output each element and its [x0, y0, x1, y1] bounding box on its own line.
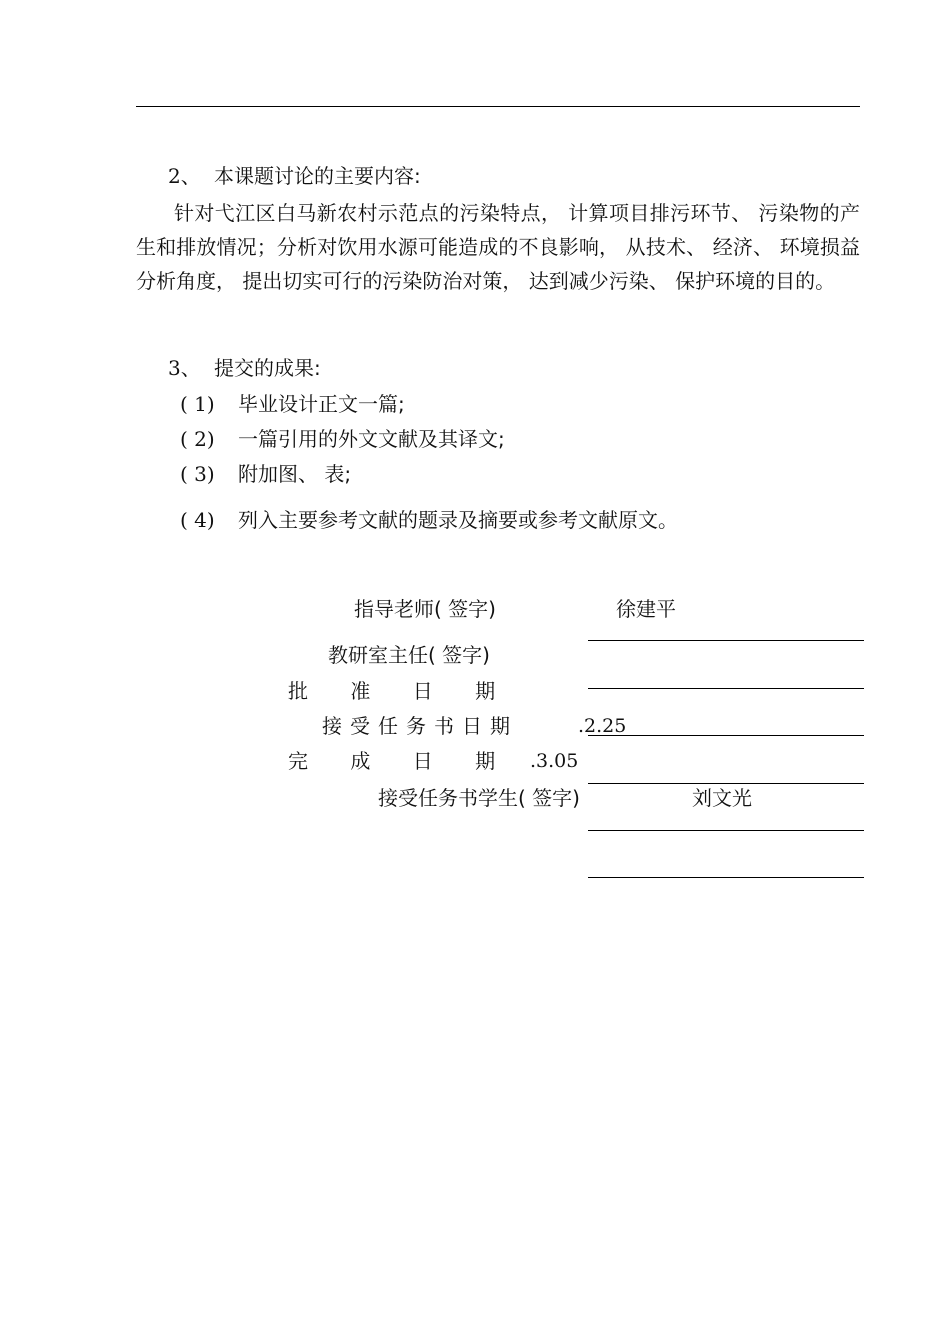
list-item-text: 列入主要参考文献的题录及摘要或参考文献原文。 — [238, 508, 678, 532]
extra-signature-line — [588, 877, 864, 878]
student-signature-line — [588, 830, 864, 831]
receive-date-value: .2.25 — [578, 715, 627, 737]
section-2-paragraph: 针对弋江区白马新农村示范点的污染特点， 计算项目排污环节、 污染物的产生和排放情况；分析对饮用水源可能造成的不良影响， 从技术、 经济、 环境损益分析角度， 提出切实可行的污染防治对策， 达到减少污染、 保护环境的目的。 — [136, 201, 860, 293]
section-3-title: 提交的成果: — [214, 356, 321, 380]
list-item-index: ( 2) — [180, 427, 215, 451]
advisor-name: 徐建平 — [616, 597, 676, 621]
complete-date-label: 完 成 日 期 — [288, 749, 514, 773]
receive-date-line — [588, 735, 864, 736]
list-item-text: 毕业设计正文一篇; — [238, 392, 405, 416]
list-item — [180, 390, 405, 418]
approval-date-label: 批 准 日 期 — [288, 679, 514, 703]
advisor-label: 指导老师( 签字) — [354, 597, 496, 621]
list-item-index: ( 3) — [180, 462, 215, 486]
director-label: 教研室主任( 签字) — [328, 643, 490, 667]
list-item-index: ( 4) — [180, 508, 215, 532]
receive-date-label: 接受任务书日期 — [322, 714, 518, 738]
advisor-signature-line — [588, 640, 864, 641]
student-name: 刘文光 — [692, 786, 752, 810]
list-item — [180, 506, 678, 534]
list-item — [180, 460, 351, 488]
section-2-heading — [168, 162, 421, 190]
list-item — [180, 425, 505, 453]
list-item-index: ( 1) — [180, 392, 215, 416]
list-item-text: 一篇引用的外文文献及其译文; — [238, 427, 505, 451]
top-rule — [136, 106, 860, 107]
student-label: 接受任务书学生( 签字) — [378, 786, 580, 810]
list-item-text: 附加图、 表; — [238, 462, 352, 486]
section-3-heading — [168, 354, 321, 382]
director-signature-line — [588, 688, 864, 689]
section-3-number: 3、 — [168, 356, 201, 380]
complete-date-value: .3.05 — [530, 750, 579, 772]
section-2-number: 2、 — [168, 164, 201, 188]
section-2-title: 本课题讨论的主要内容: — [214, 164, 421, 188]
